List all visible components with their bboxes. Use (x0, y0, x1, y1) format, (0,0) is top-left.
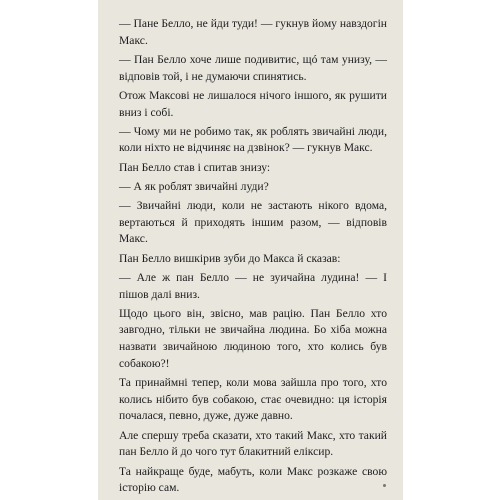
paragraph: — Пан Белло хоче лише подивитис, щó там унизу, — відповів той, і не думаючи спинятись. (119, 52, 387, 83)
paragraph: — Звичайні люди, коли не застають нікого вдома, вертаються й приходять іншим разом, — відповів Макс. (119, 199, 387, 246)
paragraph: Пан Белло вишкірив зуби до Макса й сказав: (119, 251, 341, 265)
paragraph: Щодо цього він, звісно, мав рацію. Пан Белло хто завгодно, тільки не звичайна людина. Бо хіба можна назвати звичайною людиною того, хто колись був собакою?! (119, 306, 387, 370)
page-speck (383, 484, 386, 487)
paragraph: — Чому ми не робимо так, як роблять звичайні люди, коли ніхто не відчиняє на дзвінок? — гукнув Макс. (119, 124, 387, 155)
paragraph: Пан Белло став і спитав знизу: (119, 160, 271, 174)
page-text (119, 16, 387, 499)
paragraph: — Але ж пан Белло — не зуичайна лудина! — І пішов далі вниз. (119, 270, 387, 301)
paragraph: Отож Максові не лишалося нічого іншого, як рушити вниз і собі. (119, 88, 387, 119)
paragraph: — Пане Белло, не йди туди! — гукнув йому навздогін Макс. (119, 17, 387, 47)
paragraph: Та найкраще буде, мабуть, коли Макс розкаже свою історію сам. (119, 464, 387, 495)
book-page (98, 0, 403, 500)
paragraph: Та принаймні тепер, коли мова зайшла про того, хто колись нібито був собакою, стає очевидно: ця історія почалася, певно, дуже, дуже давно. (119, 376, 387, 423)
paragraph: Але спершу треба сказати, хто такий Макс, хто такий пан Белло й до чого тут блакитний еліксир. (119, 428, 387, 459)
paragraph: — А як роблят звичайні луди? (119, 179, 269, 193)
